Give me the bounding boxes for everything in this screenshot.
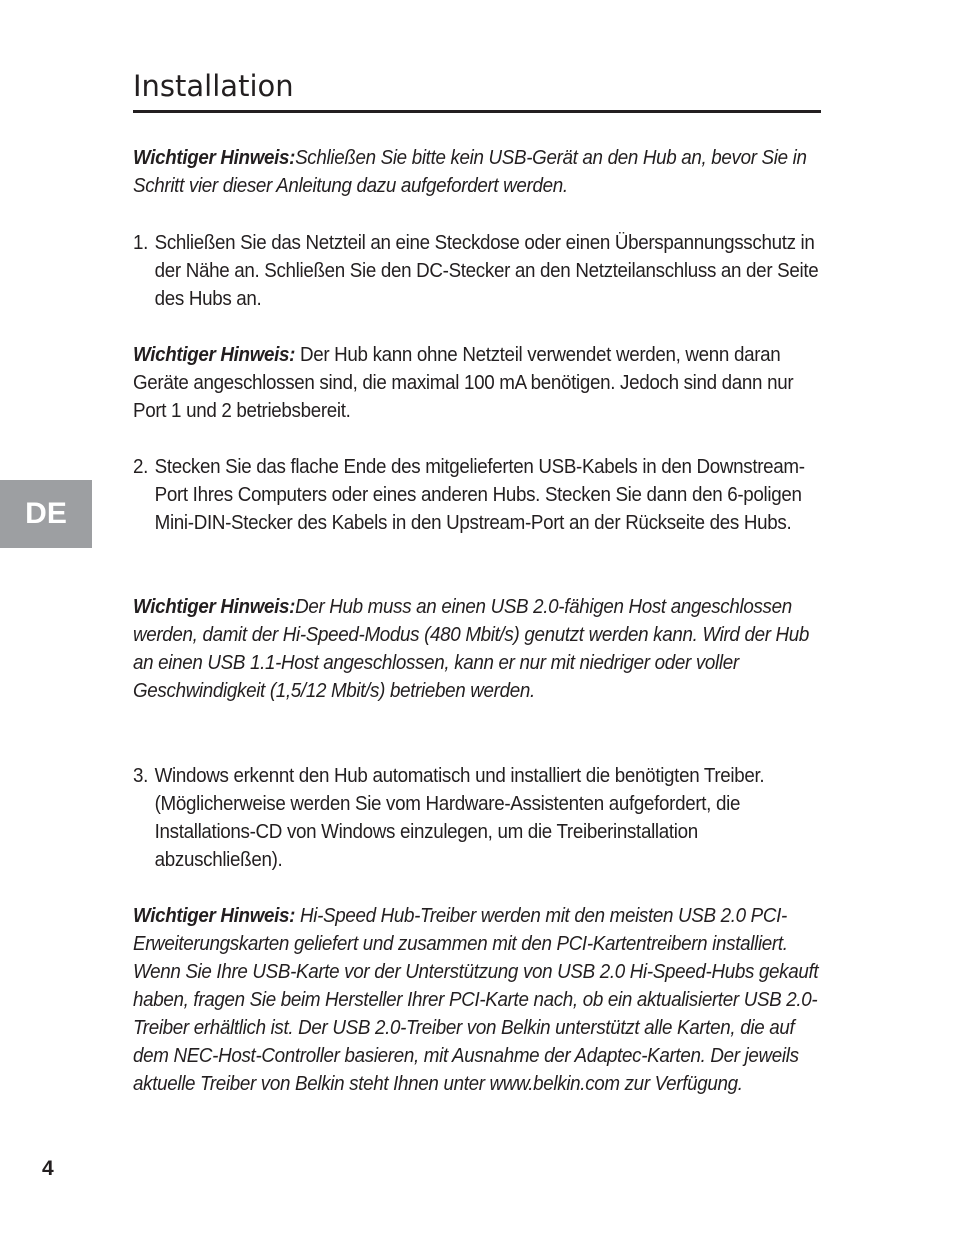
- important-note: [133, 341, 824, 425]
- page-title: Installation: [133, 69, 294, 103]
- note-label: Wichtiger Hinweis:: [133, 905, 296, 927]
- step-text: Windows erkennt den Hub automatisch und installiert die benötigten Treiber. (Möglicherweise werden Sie vom Hardware-Assistenten aufgefordert, die Installations-CD von Windows einzulegen, um die Treiberinstallation abzuschließen).: [154, 765, 765, 871]
- important-note: [133, 902, 824, 1098]
- step-number: 2.: [133, 456, 149, 478]
- step-text: Stecken Sie das flache Ende des mitgelieferten USB-Kabels in den Downstream-Port Ihres Computers oder eines anderen Hubs. Stecken Sie dann den 6-poligen Mini-DIN-Stecker des Kabels in den Upstream-Port an der Rückseite des Hubs.: [154, 456, 805, 534]
- note-label: Wichtiger Hinweis:: [133, 147, 296, 169]
- note-text: Schließen Sie bitte kein USB-Gerät an den Hub an, bevor Sie in Schritt vier dieser Anleitung dazu aufgefordert werden.: [133, 147, 807, 197]
- step-number: 1.: [133, 232, 149, 254]
- installation-step: [133, 453, 824, 537]
- step-number: 3.: [133, 765, 149, 787]
- important-note: [133, 593, 824, 705]
- note-text: Hi-Speed Hub-Treiber werden mit den meisten USB 2.0 PCI-Erweiterungskarten geliefert und zusammen mit den PCI-Kartentreibern installiert. Wenn Sie Ihre USB-Karte vor der Unterstützung von USB 2.0 Hi-Speed-Hubs gekauft haben, fragen Sie beim Hersteller Ihrer PCI-Karte nach, ob ein aktualisierter USB 2.0-Treiber erhältlich ist. Der USB 2.0-Treiber von Belkin unterstützt alle Karten, die auf dem NEC-Host-Controller basieren, mit Ausnahme der Adaptec-Karten. Der jeweils aktuelle Treiber von Belkin steht Ihnen unter www.belkin.com zur Verfügung.: [133, 905, 819, 1095]
- note-text: Der Hub muss an einen USB 2.0-fähigen Host angeschlossen werden, damit der Hi-Speed-Modus (480 Mbit/s) genutzt werden kann. Wird der Hub an einen USB 1.1-Host angeschlossen, kann er nur mit niedriger oder voller Geschwindigkeit (1,5/12 Mbit/s) betrieben werden.: [133, 596, 810, 702]
- note-text: Der Hub kann ohne Netzteil verwendet werden, wenn daran Geräte angeschlossen sind, die maximal 100 mA benötigen. Jedoch sind dann nur Port 1 und 2 betriebsbereit.: [133, 344, 794, 422]
- installation-step: [133, 229, 824, 313]
- title-divider: [133, 110, 821, 113]
- installation-step: [133, 762, 824, 874]
- language-tab: DE: [0, 480, 92, 548]
- note-label: Wichtiger Hinweis:: [133, 596, 296, 618]
- important-note: [133, 144, 824, 200]
- step-text: Schließen Sie das Netzteil an eine Steckdose oder einen Überspannungsschutz in der Nähe an. Schließen Sie den DC-Stecker an den Netzteilanschluss an der Seite des Hubs an.: [154, 232, 819, 310]
- page-number: 4: [42, 1157, 54, 1180]
- note-label: Wichtiger Hinweis:: [133, 344, 296, 366]
